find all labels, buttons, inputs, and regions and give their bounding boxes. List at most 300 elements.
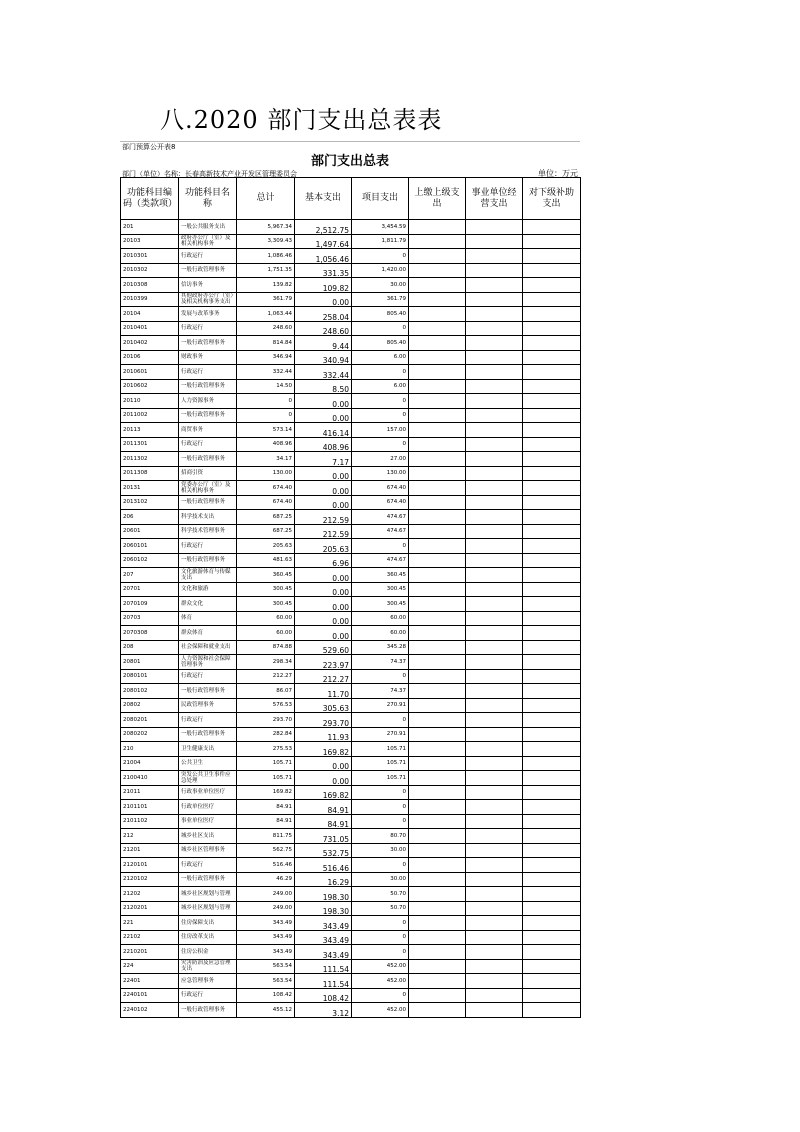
cell-total: 5,967.34 [237,220,295,235]
cell-total: 108.42 [237,988,295,1003]
table-row [121,249,581,264]
cell-code: 2101102 [121,814,179,829]
cell-subsidy [523,481,581,496]
cell-code: 20131 [121,481,179,496]
cell-code: 224 [121,959,179,974]
cell-name: 一般行政管理事务 [179,263,237,278]
cell-total: 275.53 [237,742,295,757]
cell-basic: 0.00 [295,495,352,510]
cell-business [466,466,523,481]
header-name: 功能科目名称 [179,178,237,220]
cell-basic: 0.00 [295,626,352,641]
cell-total: 481.63 [237,553,295,568]
cell-total: 130.00 [237,466,295,481]
cell-project: 30.00 [352,278,409,293]
cell-subsidy [523,1003,581,1018]
cell-subsidy [523,930,581,945]
cell-total: 205.63 [237,539,295,554]
cell-code: 20601 [121,524,179,539]
table-row [121,829,581,844]
cell-upper [409,553,466,568]
expenditure-table [120,177,581,1018]
cell-code: 22401 [121,974,179,989]
cell-subsidy [523,350,581,365]
cell-name: 民政管理事务 [179,698,237,713]
cell-project: 674.40 [352,481,409,496]
cell-subsidy [523,234,581,249]
table-row [121,365,581,380]
cell-project: 0 [352,930,409,945]
cell-total: 360.45 [237,568,295,583]
cell-name: 应急管理事务 [179,974,237,989]
cell-subsidy [523,887,581,902]
cell-business [466,611,523,626]
cell-upper [409,727,466,742]
cell-business [466,814,523,829]
table-row [121,452,581,467]
cell-subsidy [523,684,581,699]
cell-total: 687.25 [237,524,295,539]
cell-subsidy [523,553,581,568]
cell-subsidy [523,452,581,467]
cell-project: 80.70 [352,829,409,844]
cell-project: 74.37 [352,655,409,670]
cell-name: 文化旅游体育与传媒支出 [179,568,237,583]
cell-subsidy [523,713,581,728]
cell-basic: 331.35 [295,263,352,278]
cell-business [466,974,523,989]
cell-upper [409,756,466,771]
cell-code: 20801 [121,655,179,670]
cell-total: 60.00 [237,626,295,641]
cell-upper [409,234,466,249]
cell-business [466,655,523,670]
table-row [121,872,581,887]
cell-basic: 532.75 [295,843,352,858]
header-project: 项目支出 [352,178,409,220]
cell-project: 6.00 [352,379,409,394]
cell-code: 20110 [121,394,179,409]
cell-total: 300.45 [237,582,295,597]
cell-business [466,394,523,409]
cell-subsidy [523,466,581,481]
cell-subsidy [523,843,581,858]
cell-project: 805.40 [352,307,409,322]
cell-subsidy [523,727,581,742]
cell-total: 105.71 [237,756,295,771]
cell-project: 0 [352,814,409,829]
table-row [121,626,581,641]
cell-subsidy [523,974,581,989]
table-row [121,858,581,873]
cell-business [466,785,523,800]
cell-business [466,408,523,423]
table-row [121,945,581,960]
cell-code: 20113 [121,423,179,438]
cell-code: 2010402 [121,336,179,351]
cell-name: 行政运行 [179,321,237,336]
cell-business [466,945,523,960]
table-row [121,742,581,757]
cell-name: 招商引资 [179,466,237,481]
table-row [121,814,581,829]
cell-code: 20703 [121,611,179,626]
cell-business [466,771,523,786]
cell-code: 21202 [121,887,179,902]
cell-basic: 258.04 [295,307,352,322]
cell-code: 20701 [121,582,179,597]
cell-business [466,437,523,452]
header-business: 事业单位经营支出 [466,178,523,220]
cell-upper [409,249,466,264]
table-row [121,843,581,858]
cell-project: 130.00 [352,466,409,481]
table-row [121,684,581,699]
cell-total: 343.49 [237,930,295,945]
cell-code: 2101101 [121,800,179,815]
cell-upper [409,307,466,322]
cell-subsidy [523,626,581,641]
cell-upper [409,278,466,293]
cell-upper [409,408,466,423]
table-row [121,379,581,394]
cell-total: 408.96 [237,437,295,452]
cell-project: 157.00 [352,423,409,438]
header-total: 总计 [237,178,295,220]
cell-code: 2240102 [121,1003,179,1018]
table-row [121,278,581,293]
cell-upper [409,901,466,916]
cell-project: 270.91 [352,698,409,713]
cell-subsidy [523,394,581,409]
cell-name: 城乡社区规划与管理 [179,901,237,916]
cell-total: 361.79 [237,292,295,307]
cell-name: 事业单位医疗 [179,814,237,829]
cell-name: 一般行政管理事务 [179,872,237,887]
cell-upper [409,524,466,539]
cell-subsidy [523,814,581,829]
table-row [121,394,581,409]
cell-basic: 0.00 [295,756,352,771]
cell-upper [409,336,466,351]
cell-upper [409,684,466,699]
cell-business [466,742,523,757]
cell-upper [409,568,466,583]
cell-name: 体育 [179,611,237,626]
cell-subsidy [523,959,581,974]
cell-upper [409,872,466,887]
cell-subsidy [523,829,581,844]
cell-subsidy [523,423,581,438]
cell-name: 发展与改革事务 [179,307,237,322]
cell-name: 行政运行 [179,539,237,554]
table-row [121,771,581,786]
cell-code: 2080202 [121,727,179,742]
cell-upper [409,466,466,481]
cell-upper [409,843,466,858]
cell-business [466,278,523,293]
cell-code: 2080201 [121,713,179,728]
table-row [121,539,581,554]
cell-total: 814.84 [237,336,295,351]
cell-name: 一般行政管理事务 [179,727,237,742]
cell-code: 2011302 [121,452,179,467]
cell-code: 2240101 [121,988,179,1003]
cell-subsidy [523,437,581,452]
cell-subsidy [523,336,581,351]
cell-project: 300.45 [352,582,409,597]
cell-business [466,553,523,568]
cell-name: 其他政府办公厅（室）及相关机构事务支出 [179,292,237,307]
cell-upper [409,379,466,394]
table-row [121,669,581,684]
cell-business [466,539,523,554]
cell-total: 293.70 [237,713,295,728]
cell-basic: 212.59 [295,524,352,539]
cell-total: 249.00 [237,887,295,902]
cell-name: 一般行政管理事务 [179,684,237,699]
cell-basic: 169.82 [295,742,352,757]
cell-basic: 343.49 [295,945,352,960]
cell-business [466,800,523,815]
cell-subsidy [523,249,581,264]
cell-business [466,713,523,728]
cell-code: 2120201 [121,901,179,916]
cell-basic: 198.30 [295,887,352,902]
cell-business [466,321,523,336]
cell-total: 343.49 [237,945,295,960]
cell-basic: 343.49 [295,930,352,945]
cell-business [466,452,523,467]
table-row [121,930,581,945]
cell-business [466,626,523,641]
cell-code: 2120102 [121,872,179,887]
cell-basic: 108.42 [295,988,352,1003]
cell-basic: 212.59 [295,510,352,525]
cell-subsidy [523,800,581,815]
cell-name: 行政事业单位医疗 [179,785,237,800]
cell-total: 248.60 [237,321,295,336]
cell-name: 公共卫生 [179,756,237,771]
cell-basic: 223.97 [295,655,352,670]
cell-name: 城乡社区支出 [179,829,237,844]
cell-basic: 0.00 [295,292,352,307]
cell-subsidy [523,307,581,322]
table-row [121,901,581,916]
cell-name: 行政运行 [179,713,237,728]
header-upper: 上缴上级支出 [409,178,466,220]
cell-project: 105.71 [352,771,409,786]
cell-project: 345.28 [352,640,409,655]
cell-total: 282.84 [237,727,295,742]
cell-upper [409,481,466,496]
cell-total: 0 [237,394,295,409]
cell-basic: 3.12 [295,1003,352,1018]
cell-basic: 0.00 [295,597,352,612]
cell-basic: 0.00 [295,394,352,409]
cell-name: 群众体育 [179,626,237,641]
cell-name: 行政单位医疗 [179,800,237,815]
cell-upper [409,858,466,873]
cell-subsidy [523,263,581,278]
cell-name: 文化和旅游 [179,582,237,597]
cell-upper [409,945,466,960]
cell-basic: 248.60 [295,321,352,336]
cell-basic: 84.91 [295,800,352,815]
cell-subsidy [523,292,581,307]
cell-subsidy [523,539,581,554]
cell-name: 党委办公厅（室）及相关机构事务 [179,481,237,496]
cell-code: 20103 [121,234,179,249]
table-row [121,263,581,278]
cell-total: 1,063.44 [237,307,295,322]
cell-upper [409,292,466,307]
cell-total: 687.25 [237,510,295,525]
cell-code: 221 [121,916,179,931]
cell-total: 573.14 [237,423,295,438]
cell-total: 1,086.46 [237,249,295,264]
table-row [121,800,581,815]
cell-name: 城乡社区管理事务 [179,843,237,858]
cell-total: 60.00 [237,611,295,626]
cell-total: 576.53 [237,698,295,713]
table-row [121,582,581,597]
cell-business [466,756,523,771]
cell-name: 科学技术支出 [179,510,237,525]
cell-basic: 169.82 [295,785,352,800]
cell-upper [409,829,466,844]
cell-business [466,640,523,655]
cell-code: 2060102 [121,553,179,568]
cell-basic: 416.14 [295,423,352,438]
cell-subsidy [523,510,581,525]
cell-upper [409,452,466,467]
cell-subsidy [523,988,581,1003]
cell-upper [409,510,466,525]
cell-total: 84.91 [237,800,295,815]
cell-code: 2060101 [121,539,179,554]
cell-business [466,843,523,858]
cell-business [466,959,523,974]
cell-upper [409,800,466,815]
cell-basic: 0.00 [295,771,352,786]
cell-business [466,858,523,873]
table-row [121,785,581,800]
cell-basic: 11.93 [295,727,352,742]
cell-upper [409,582,466,597]
cell-total: 212.27 [237,669,295,684]
cell-code: 2010401 [121,321,179,336]
cell-business [466,698,523,713]
cell-name: 人力资源事务 [179,394,237,409]
cell-project: 0 [352,408,409,423]
cell-name: 行政运行 [179,437,237,452]
cell-project: 805.40 [352,336,409,351]
cell-project: 0 [352,365,409,380]
cell-name: 一般行政管理事务 [179,336,237,351]
cell-subsidy [523,379,581,394]
cell-project: 50.70 [352,887,409,902]
cell-subsidy [523,568,581,583]
cell-total: 3,309.43 [237,234,295,249]
cell-basic: 408.96 [295,437,352,452]
cell-name: 突发公共卫生事件应急处理 [179,771,237,786]
cell-basic: 1,056.46 [295,249,352,264]
cell-name: 科学技术管理事务 [179,524,237,539]
table-row [121,510,581,525]
page-title: 八.2020 部门支出总表表 [160,106,443,134]
cell-total: 0 [237,408,295,423]
table-row [121,959,581,974]
cell-business [466,901,523,916]
cell-code: 2010308 [121,278,179,293]
cell-basic: 11.70 [295,684,352,699]
cell-code: 2210201 [121,945,179,960]
cell-name: 一般行政管理事务 [179,553,237,568]
cell-basic: 111.54 [295,974,352,989]
cell-subsidy [523,785,581,800]
cell-upper [409,626,466,641]
cell-project: 27.00 [352,452,409,467]
cell-basic: 205.63 [295,539,352,554]
cell-basic: 343.49 [295,916,352,931]
cell-project: 60.00 [352,626,409,641]
cell-upper [409,713,466,728]
cell-project: 0 [352,321,409,336]
cell-code: 2120101 [121,858,179,873]
cell-subsidy [523,582,581,597]
cell-business [466,930,523,945]
cell-total: 169.82 [237,785,295,800]
cell-project: 0 [352,988,409,1003]
cell-basic: 7.17 [295,452,352,467]
cell-name: 群众文化 [179,597,237,612]
cell-code: 2010602 [121,379,179,394]
cell-code: 2011301 [121,437,179,452]
cell-name: 住房保障支出 [179,916,237,931]
cell-total: 139.82 [237,278,295,293]
cell-basic: 111.54 [295,959,352,974]
cell-subsidy [523,321,581,336]
cell-business [466,249,523,264]
sheet-title: 部门支出总表 [310,154,389,169]
cell-project: 0 [352,713,409,728]
cell-upper [409,321,466,336]
cell-name: 商贸事务 [179,423,237,438]
cell-project: 6.00 [352,350,409,365]
cell-code: 20104 [121,307,179,322]
table-row [121,713,581,728]
cell-upper [409,394,466,409]
cell-upper [409,669,466,684]
cell-business [466,684,523,699]
cell-name: 行政运行 [179,988,237,1003]
cell-total: 105.71 [237,771,295,786]
cell-total: 874.88 [237,640,295,655]
table-row [121,756,581,771]
cell-business [466,988,523,1003]
cell-name: 一般公共服务支出 [179,220,237,235]
cell-code: 2013102 [121,495,179,510]
table-row [121,611,581,626]
table-row [121,553,581,568]
table-row [121,727,581,742]
cell-project: 0 [352,539,409,554]
cell-project: 0 [352,437,409,452]
cell-project: 0 [352,916,409,931]
cell-code: 208 [121,640,179,655]
cell-basic: 0.00 [295,481,352,496]
